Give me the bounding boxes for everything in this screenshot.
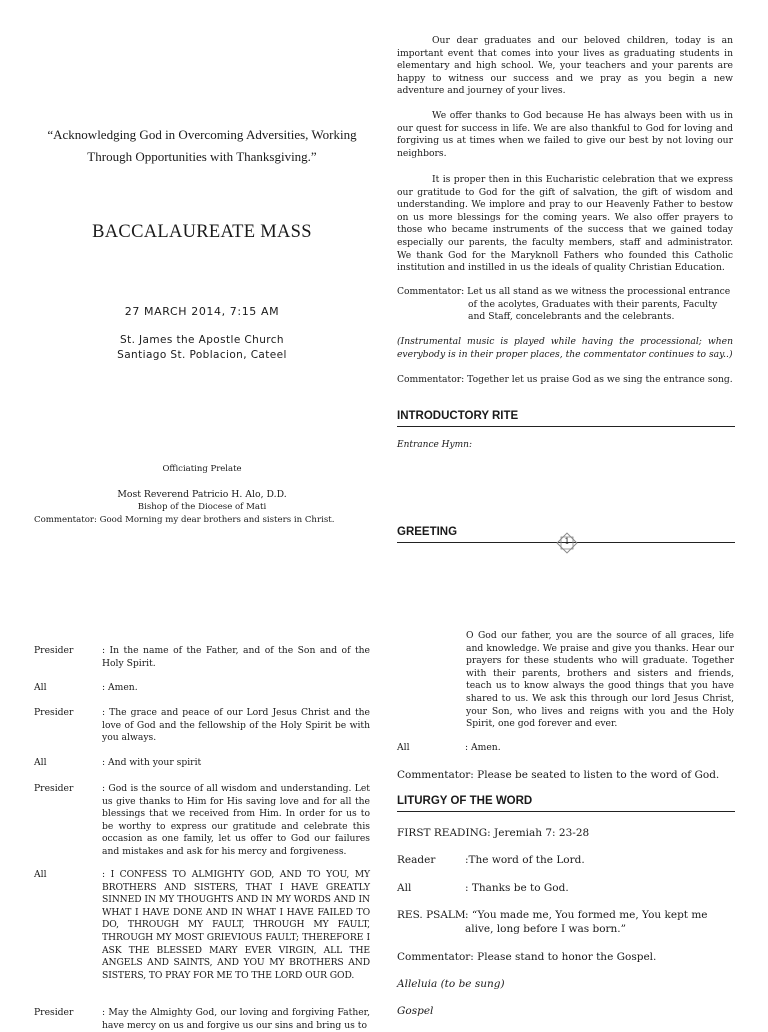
gospel-label: Gospel bbox=[397, 1005, 434, 1017]
rite-role: Presider bbox=[34, 783, 74, 794]
page-number: 1 bbox=[564, 537, 570, 546]
entrance-hymn-label: Entrance Hymn: bbox=[397, 440, 472, 450]
rite-text: : May the Almighty God, our loving and forgiving Father, have mercy on us and forgive us our sins and bring us to bbox=[102, 1007, 370, 1031]
mass-datetime: 27 MARCH 2014, 7:15 AM bbox=[124, 305, 280, 318]
commentator-text: Good Morning my dear brothers and sisters in Christ. bbox=[99, 515, 335, 525]
rite-role: Presider bbox=[34, 707, 74, 718]
psalm-text: : “You made me, You formed me, You kept me alive, long before I was born.” bbox=[465, 909, 708, 935]
amen-role: All bbox=[397, 742, 410, 753]
rite-text: : God is the source of all wisdom and understanding. Let us give thanks to Him for His saving love and for all the blessings that we received from Him. In order for us to be worthy to express our gratitude and celebrate this occasion as one family, let us offer to God our failures and mistakes and ask for his mercy and forgiveness. bbox=[102, 783, 370, 857]
reader-role: Reader bbox=[397, 854, 436, 866]
rite-text: : In the name of the Father, and of the Son and of the Holy Spirit. bbox=[102, 645, 370, 669]
comm2-text: Together let us praise God as we sing the entrance song. bbox=[467, 374, 733, 385]
commentator-label: Commentator: bbox=[34, 515, 97, 525]
rite-text: : I CONFESS TO ALMIGHTY GOD, AND TO YOU, MY BROTHERS AND SISTERS, THAT I HAVE GREATLY SINNED IN MY THOUGHTS AND IN MY WORDS AND IN WHAT I HAVE DONE AND IN WHAT I HAVE FAILED TO DO, THROUGH MY FAULT, THROUGH MY FAULT, THROUGH MY MOST GRIEVIOUS FAULT; THEREFORE I ASK THE BLESSED MARY EVER VIRGIN, ALL THE ANGELS AND SAINTS, AND YOU MY BROTHERS AND SISTERS, TO PRAY FOR ME TO THE LORD OUR GOD. bbox=[102, 869, 370, 981]
prelate-name: Most Reverend Patricio H. Alo, D.D. bbox=[117, 489, 287, 500]
comm1-line1: Let us all stand as we witness the processional entrance bbox=[467, 286, 731, 297]
cover-commentator bbox=[34, 515, 334, 525]
rite-role: All bbox=[34, 682, 47, 693]
rite-text: : Amen. bbox=[102, 682, 138, 693]
church-address: Santiago St. Poblacion, Cateel bbox=[117, 349, 287, 361]
rite-role: All bbox=[34, 757, 47, 768]
intro-paragraph-3: It is proper then in this Eucharistic celebration that we express our gratitude to God for the gift of salvation, the gift of wisdom and understanding. We implore and pray to our Heavenly Father to bestow on us more blessings for the coming years. We also offer prayers to those who became instruments of the success that we gained today especially our parents, the faculty members, staff and administrator. We thank God for the Maryknoll Fathers who founded this Catholic institution and instilled in us the ideals of quality Christian Education. bbox=[397, 174, 733, 274]
intro-paragraph-2: We offer thanks to God because He has always been with us in our quest for success in life. We are also thankful to God for loving and forgiving us at times when we failed to give our best by not loving our neighbors. bbox=[397, 110, 733, 159]
rite-role: Presider bbox=[34, 645, 74, 656]
comm1-rest: of the acolytes, Graduates with their parents, Faculty and Staff, concelebrants and the celebrants. bbox=[468, 298, 718, 323]
page-number-ornament bbox=[556, 532, 578, 554]
liturgy-heading: LITURGY OF THE WORD bbox=[397, 795, 735, 812]
officiating-label: Officiating Prelate bbox=[162, 464, 242, 474]
thanks-text: : Thanks be to God. bbox=[465, 882, 569, 894]
reader-text: :The word of the Lord. bbox=[465, 854, 585, 866]
introductory-rite-heading: INTRODUCTORY RITE bbox=[397, 410, 735, 427]
commentator-seated: Commentator: Please be seated to listen to the word of God. bbox=[397, 769, 720, 781]
rite-text: : The grace and peace of our Lord Jesus Christ and the love of God and the fellowship of the Holy Spirit be with you always. bbox=[102, 707, 370, 744]
rite-role: All bbox=[34, 869, 47, 880]
thanks-role: All bbox=[397, 882, 412, 894]
instrumental-note: (Instrumental music is played while having the processional; when everybody is in their proper places, the commentator continues to say..) bbox=[397, 336, 733, 360]
rite-role: Presider bbox=[34, 1007, 74, 1018]
church-name: St. James the Apostle Church bbox=[120, 334, 284, 346]
amen-text: : Amen. bbox=[465, 742, 501, 753]
psalm-role: RES. PSALM bbox=[397, 909, 466, 921]
rite-row bbox=[34, 1007, 374, 1031]
commentator-processional bbox=[397, 286, 733, 324]
comm1-label: Commentator: bbox=[397, 286, 465, 297]
rite-text: : And with your spirit bbox=[102, 757, 202, 768]
cover-quote: “Acknowledging God in Overcoming Adversities, Working Through Opportunities with Thanksgiving.” bbox=[47, 127, 357, 164]
commentator-gospel: Commentator: Please stand to honor the Gospel. bbox=[397, 951, 657, 963]
alleluia: Alleluia (to be sung) bbox=[397, 978, 505, 990]
prelate-title: Bishop of the Diocese of Mati bbox=[137, 502, 267, 512]
mass-title: BACCALAUREATE MASS bbox=[92, 222, 312, 242]
intro-paragraph-1: Our dear graduates and our beloved children, today is an important event that comes into your lives as graduating students in elementary and high school. We, your teachers and your parents are happy to witness our success and we pray as you begin a new adventure and journey of your lives. bbox=[397, 35, 733, 97]
greeting-heading: GREETING bbox=[397, 526, 735, 543]
opening-prayer: O God our father, you are the source of all graces, life and knowledge. We praise and give you thanks. Hear our prayers for these students who will graduate. Together with their parents, brothers and sisters and friends, teach us to know always the good things that you have shared to us. We ask this through our lord Jesus Christ, your Son, who lives and reigns with you and the Holy Spirit, one god forever and ever. bbox=[466, 630, 734, 730]
commentator-entrance bbox=[397, 374, 733, 385]
comm2-label: Commentator: bbox=[397, 374, 465, 385]
first-reading: FIRST READING: Jeremiah 7: 23-28 bbox=[397, 827, 590, 839]
